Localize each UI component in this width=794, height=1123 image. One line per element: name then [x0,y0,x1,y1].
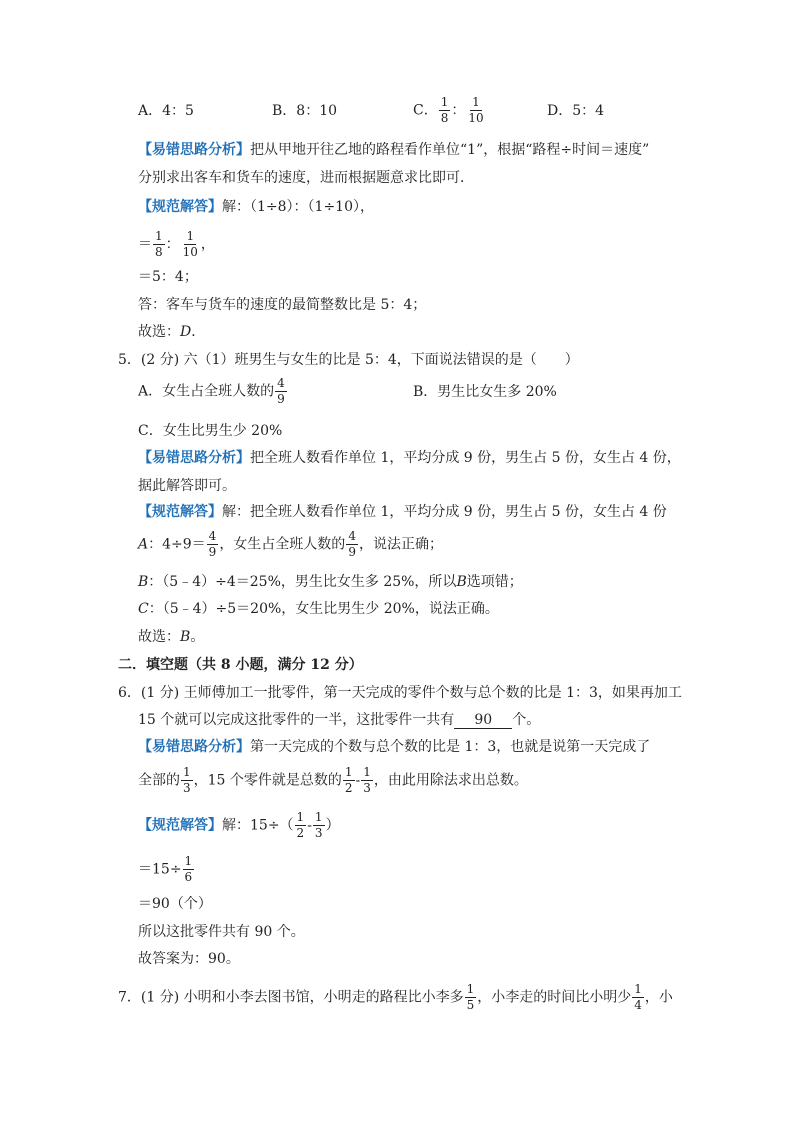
q5-option-b: B．男生比女生多 20% [413,384,557,400]
q4-choice: 故选：D． [138,324,206,340]
fraction: $\frac{1}{5}$ [466,982,475,1012]
fraction: $\frac{1}{6}$ [184,854,193,884]
fraction: $\frac{1}{3}$ [363,765,371,795]
q4-analysis-line2: 分别求出客车和货车的速度，进而根据题意求比即可． [138,170,474,186]
q5-choice: 故选：B。 [138,629,205,645]
section-title: 二．填空题（共 8 小题，满分 12 分） [118,657,363,673]
q5-option-a: A．女生占全班人数的 $\frac{4}{9}$ [138,376,285,406]
q5-stem: 5．(2 分) 六（1）班男生与女生的比是 5：4，下面说法错误的是（ ） [118,352,579,368]
q5-answer-c: C：（5﹣4）÷5＝20%，女生比男生少 20%，说法正确。 [138,601,499,617]
q5-analysis-line1: 【易错思路分析】把全班人数看作单位 1，平均分成 9 份，男生占 5 份，女生占 4 份， [138,450,681,466]
q6-stem-line1: 6．(1 分) 王师傅加工一批零件，第一天完成的零件个数与总个数的比是 1：3，如果再加工 [118,685,682,701]
fraction: $\frac{1}{3}$ [314,810,323,840]
q4-answer-step2: ＝ $\frac{1}{8}$ ： $\frac{1}{10}$ ， [138,229,215,259]
q6-conclusion: 所以这批零件共有 90 个。 [138,924,305,940]
answer-tag: 【规范解答】 [138,199,222,215]
analysis-tag: 【易错思路分析】 [138,450,250,466]
fraction: $\frac{1}{4}$ [634,982,642,1012]
answer-tag: 【规范解答】 [138,504,222,520]
q6-answer-step2: ＝15÷ $\frac{1}{6}$ [138,854,193,884]
q6-analysis-line2: 全部的 $\frac{1}{3}$ ，15 个零件就是总数的 $\frac{1}{2}$ - $\frac{1}{3}$ ，由此用除法求出总数。 [138,765,528,795]
q5-answer-a: A：4÷9＝ $\frac{4}{9}$ ，女生占全班人数的 $\frac{4}{9}$ ，说法正确； [138,529,443,559]
fraction: $\frac{4}{9}$ [277,376,285,406]
fraction: $\frac{1}{10}$ [182,229,198,259]
q4-conclusion: 答：客车与货车的速度的最简整数比是 5：4； [138,297,427,313]
fraction: $\frac{4}{9}$ [208,529,217,559]
fraction: $\frac{1}{2}$ [344,765,353,795]
fraction: $\frac{1}{3}$ [183,765,191,795]
q4-analysis-line1: 【易错思路分析】把从甲地开往乙地的路程看作单位“1”，根据“路程÷时间＝速度” [138,142,650,158]
q4-option-d: D．5：4 [547,103,605,119]
q4-option-b: B．8：10 [272,103,338,119]
answer-tag: 【规范解答】 [138,817,222,834]
fraction: $\frac{1}{10}$ [468,95,484,125]
answer-blank[interactable]: 90 [454,712,512,729]
q4-option-a: A．4：5 [138,103,194,119]
fraction: $\frac{1}{8}$ [440,95,449,125]
q6-answer-line1: 【规范解答】解：15÷（ $\frac{1}{2}$ - $\frac{1}{3}$ ） [138,810,340,840]
q4-option-c: C． $\frac{1}{8}$ ： $\frac{1}{10}$ [413,95,484,125]
fraction: $\frac{1}{8}$ [155,229,163,259]
q5-answer-b: B：（5﹣4）÷4＝25%，男生比女生多 25%，所以B选项错； [138,574,523,590]
q6-answer-step3: ＝90（个） [138,896,212,912]
fraction: $\frac{1}{2}$ [296,810,305,840]
q6-stem-line2: 15 个就可以完成这批零件的一半，这批零件一共有 90 个。 [138,712,541,728]
q5-analysis-line2: 据此解答即可。 [138,478,236,494]
fraction: $\frac{4}{9}$ [348,529,356,559]
q6-final: 故答案为：90。 [138,951,240,967]
q4-answer-line1: 【规范解答】解：（1÷8）：（1÷10）， [138,199,374,215]
q6-analysis-line1: 【易错思路分析】第一天完成的个数与总个数的比是 1：3，也就是说第一天完成了 [138,739,651,755]
q4-answer-step3: ＝5：4； [138,269,198,285]
q5-option-c: C．女生比男生少 20% [138,423,283,439]
q5-answer-line1: 【规范解答】解：把全班人数看作单位 1，平均分成 9 份，男生占 5 份，女生占 4 份 [138,504,667,520]
analysis-tag: 【易错思路分析】 [138,142,250,158]
q7-stem: 7．(1 分) 小明和小李去图书馆，小明走的路程比小李多 $\frac{1}{5}$ ，小李走的时间比小明少 $\frac{1}{4}$ ，小 [118,982,673,1012]
analysis-tag: 【易错思路分析】 [138,739,250,755]
